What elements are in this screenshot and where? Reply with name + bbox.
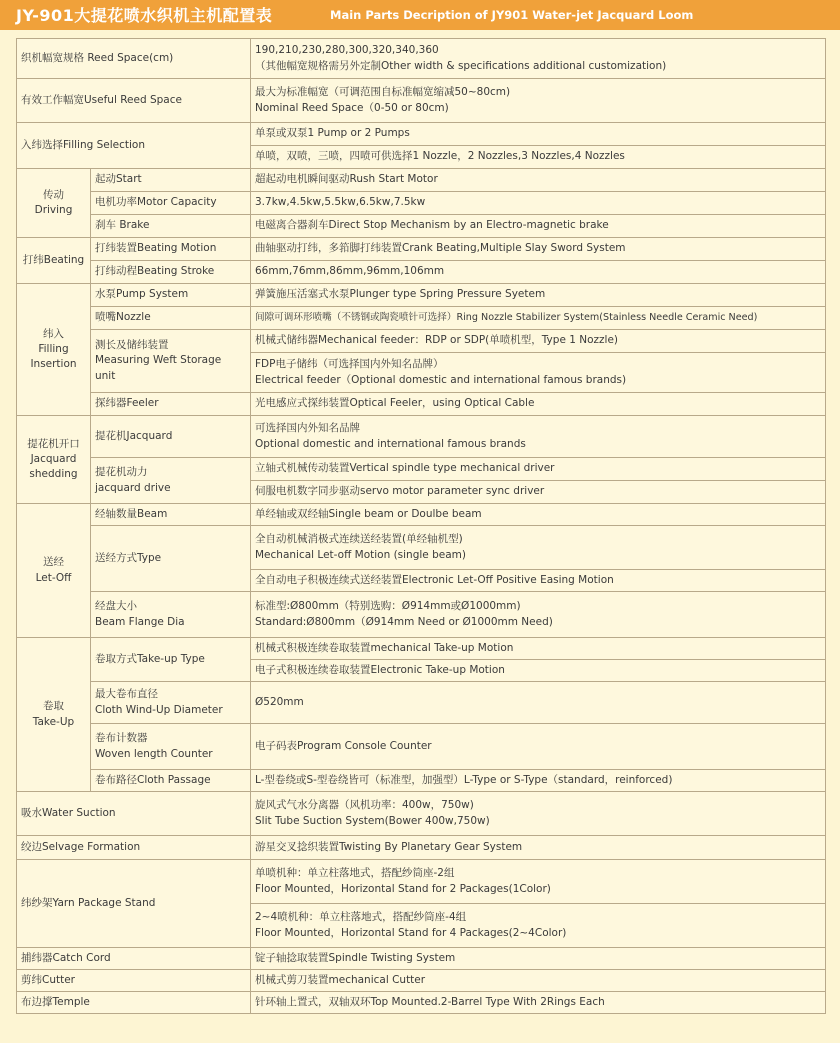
label-en: Cloth Wind-Up Diameter (95, 703, 223, 716)
table-row (17, 948, 826, 970)
value-line: Optional domestic and international famous brands (255, 437, 526, 450)
table-row (17, 393, 826, 416)
group-label-cn: 送经 (43, 556, 64, 569)
table-row (17, 261, 826, 284)
label-cn: 经盘大小 (95, 600, 137, 613)
row-value: 单泵或双泵1 Pump or 2 Pumps (251, 123, 826, 146)
row-label: 卷取方式Take-up Type (91, 638, 251, 682)
row-value: 锭子轴捻取装置Spindle Twisting System (251, 948, 826, 970)
table-row (17, 526, 826, 570)
value-line: （其他幅宽规格需另外定制Other width & specifications additional customization) (255, 59, 667, 72)
row-label: 探纬器Feeler (91, 393, 251, 416)
label-cn: 测长及储纬装置 (95, 339, 169, 352)
table-row (17, 682, 826, 724)
row-value: 立轴式机械传动装置Vertical spindle type mechanical driver (251, 458, 826, 481)
table-row (17, 330, 826, 353)
row-value: 机械式储纬器Mechanical feeder：RDP or SDP(单喷机型，Type 1 Nozzle) (251, 330, 826, 353)
table-row (17, 416, 826, 458)
label-en: jacquard drive (95, 481, 171, 494)
row-label: 起动Start (91, 169, 251, 192)
group-label-en: Let-Off (35, 571, 72, 584)
value-line: Standard:Ø800mm（Ø914mm Need or Ø1000mm Need) (255, 615, 553, 628)
row-label: 提花机Jacquard (91, 416, 251, 458)
label-cn: 最大卷布直径 (95, 688, 158, 701)
table-row (17, 123, 826, 146)
row-label: 卷布路径Cloth Passage (91, 770, 251, 792)
table-row (17, 192, 826, 215)
row-label: 剪纬Cutter (17, 970, 251, 992)
header-banner (0, 0, 840, 30)
value-line: Electrical feeder（Optional domestic and international famous brands) (255, 373, 627, 386)
table-row (17, 79, 826, 123)
row-label: 送经方式Type (91, 526, 251, 592)
table-row (17, 992, 826, 1014)
row-label: 织机幅宽规格 Reed Space(cm) (17, 39, 251, 79)
group-label-cn: 提花机开口 (27, 437, 80, 450)
label-cn: 卷布计数器 (95, 732, 148, 745)
table-row (17, 860, 826, 904)
group-takeup (17, 638, 91, 792)
row-label (91, 592, 251, 638)
value-line: 190,210,230,280,300,320,340,360 (255, 44, 439, 57)
label-en: unit (95, 369, 116, 382)
row-label: 喷嘴Nozzle (91, 307, 251, 330)
group-label-cn: 纬入 (43, 327, 64, 340)
group-label-en: Jacquard (30, 452, 77, 465)
group-label-en: Driving (34, 204, 73, 216)
table-row (17, 592, 826, 638)
row-value: 弹簧施压活塞式水泵Plunger type Spring Pressure Syetem (251, 284, 826, 307)
value-line: Floor Mounted，Horizontal Stand for 2 Packages(1Color) (255, 882, 551, 895)
row-label: 刹车 Brake (91, 215, 251, 238)
group-label-cn: 传动 (43, 188, 64, 201)
value-line: 全自动机械消极式连续送经装置(单经轴机型) (255, 533, 463, 546)
group-label-en: shedding (29, 468, 78, 481)
row-label: 布边撑Temple (17, 992, 251, 1014)
row-value: 单喷，双喷，三喷，四喷可供选择1 Nozzle，2 Nozzles,3 Nozzles,4 Nozzles (251, 146, 826, 169)
row-label (91, 330, 251, 393)
row-value: 电子码表Program Console Counter (251, 724, 826, 770)
group-insertion (17, 284, 91, 416)
row-value (251, 904, 826, 948)
row-value: 超起动电机瞬间驱动Rush Start Motor (251, 169, 826, 192)
row-label: 吸水Water Suction (17, 792, 251, 836)
value-line: Mechanical Let-off Motion (single beam) (255, 548, 466, 561)
value-line: 单喷机种：单立柱落地式，搭配纱筒座-2组 (255, 867, 455, 880)
table-row (17, 770, 826, 792)
table-row (17, 792, 826, 836)
row-value: 曲轴驱动打纬，多筘脚打纬装置Crank Beating,Multiple Slay Sword System (251, 238, 826, 261)
group-label-en: Filling (38, 342, 69, 355)
table-row (17, 284, 826, 307)
title-cn: JY-901大提花喷水织机主机配置表 (16, 6, 273, 25)
row-label: 打纬动程Beating Stroke (91, 261, 251, 284)
row-label (91, 724, 251, 770)
value-line: Slit Tube Suction System(Bower 400w,750w) (255, 814, 490, 827)
label-en: Woven length Counter (95, 747, 213, 760)
row-value (251, 79, 826, 123)
row-value (251, 353, 826, 393)
table-row (17, 169, 826, 192)
row-value (251, 416, 826, 458)
group-driving (17, 169, 91, 238)
table-row (17, 307, 826, 330)
title-en: Main Parts Decription of JY901 Water-jet Jacquard Loom (330, 8, 694, 22)
row-value (251, 39, 826, 79)
row-value: 针环轴上置式，双轴双环Top Mounted.2-Barrel Type With 2Rings Each (251, 992, 826, 1014)
group-label-en: Insertion (30, 358, 77, 371)
row-value: 单经轴或双经轴Single beam or Doulbe beam (251, 504, 826, 526)
row-value: 间隙可调环形喷嘴（不锈钢或陶瓷喷针可选择）Ring Nozzle Stabilizer System(Stainless Needle Ceramic Need) (251, 307, 826, 330)
row-value: 电子式积极连续卷取装置Electronic Take-up Motion (251, 660, 826, 682)
table-row (17, 638, 826, 660)
table-row (17, 215, 826, 238)
table-row (17, 458, 826, 481)
value-line: 标准型:Ø800mm（特别选购：Ø914mm或Ø1000mm) (255, 600, 521, 613)
row-label (91, 682, 251, 724)
value-line: FDP电子储纬（可选择国内外知名品牌） (255, 358, 444, 371)
row-value: 3.7kw,4.5kw,5.5kw,6.5kw,7.5kw (251, 192, 826, 215)
row-value: 66mm,76mm,86mm,96mm,106mm (251, 261, 826, 284)
row-value: 全自动电子积极连续式送经装置Electronic Let-Off Positive Easing Motion (251, 570, 826, 592)
value-line: 2~4喷机种：单立柱落地式，搭配纱筒座-4组 (255, 911, 467, 924)
table-row (17, 724, 826, 770)
row-label: 经轴数量Beam (91, 504, 251, 526)
row-value (251, 860, 826, 904)
label-en: Beam Flange Dia (95, 615, 185, 628)
label-en: Measuring Weft Storage (95, 354, 222, 367)
row-label: 水泵Pump System (91, 284, 251, 307)
row-label: 电机功率Motor Capacity (91, 192, 251, 215)
table-row (17, 238, 826, 261)
group-beating: 打纬Beating (17, 238, 91, 284)
row-label: 有效工作幅宽Useful Reed Space (17, 79, 251, 123)
row-value: 伺服电机数字同步驱动servo motor parameter sync driver (251, 481, 826, 504)
row-value (251, 792, 826, 836)
group-jacquard (17, 416, 91, 504)
value-line: 旋风式气水分离器（风机功率：400w，750w) (255, 799, 474, 812)
row-value: 机械式剪刀装置mechanical Cutter (251, 970, 826, 992)
value-line: Nominal Reed Space（0-50 or 80cm) (255, 101, 449, 114)
group-label-cn: 卷取 (43, 700, 64, 713)
row-label (91, 458, 251, 504)
row-value (251, 526, 826, 570)
row-label: 绞边Selvage Formation (17, 836, 251, 860)
value-line: 最大为标准幅宽（可调范围自标准幅宽缩减50~80cm) (255, 86, 511, 99)
row-value: 游星交叉捻织装置Twisting By Planetary Gear System (251, 836, 826, 860)
row-label: 打纬装置Beating Motion (91, 238, 251, 261)
row-value: L-型卷绕或S-型卷绕皆可（标准型，加强型）L-Type or S-Type（standard，reinforced) (251, 770, 826, 792)
row-label: 捕纬器Catch Cord (17, 948, 251, 970)
row-value: 光电感应式探纬装置Optical Feeler，using Optical Cable (251, 393, 826, 416)
row-value (251, 592, 826, 638)
label-cn: 提花机动力 (95, 466, 148, 479)
table-row (17, 970, 826, 992)
table-row (17, 504, 826, 526)
spec-table (16, 38, 826, 1014)
value-line: Floor Mounted，Horizontal Stand for 4 Packages(2~4Color) (255, 926, 567, 939)
row-label: 纬纱架Yarn Package Stand (17, 860, 251, 948)
row-label: 入纬选择Filling Selection (17, 123, 251, 169)
row-value: Ø520mm (251, 682, 826, 724)
row-value: 电磁离合器刹车Direct Stop Mechanism by an Electro-magnetic brake (251, 215, 826, 238)
value-line: 可选择国内外知名品牌 (255, 422, 360, 435)
group-label-en: Take-Up (32, 715, 75, 728)
row-value: 机械式积极连续卷取装置mechanical Take-up Motion (251, 638, 826, 660)
table-row (17, 836, 826, 860)
group-letoff (17, 504, 91, 638)
table-row (17, 39, 826, 79)
